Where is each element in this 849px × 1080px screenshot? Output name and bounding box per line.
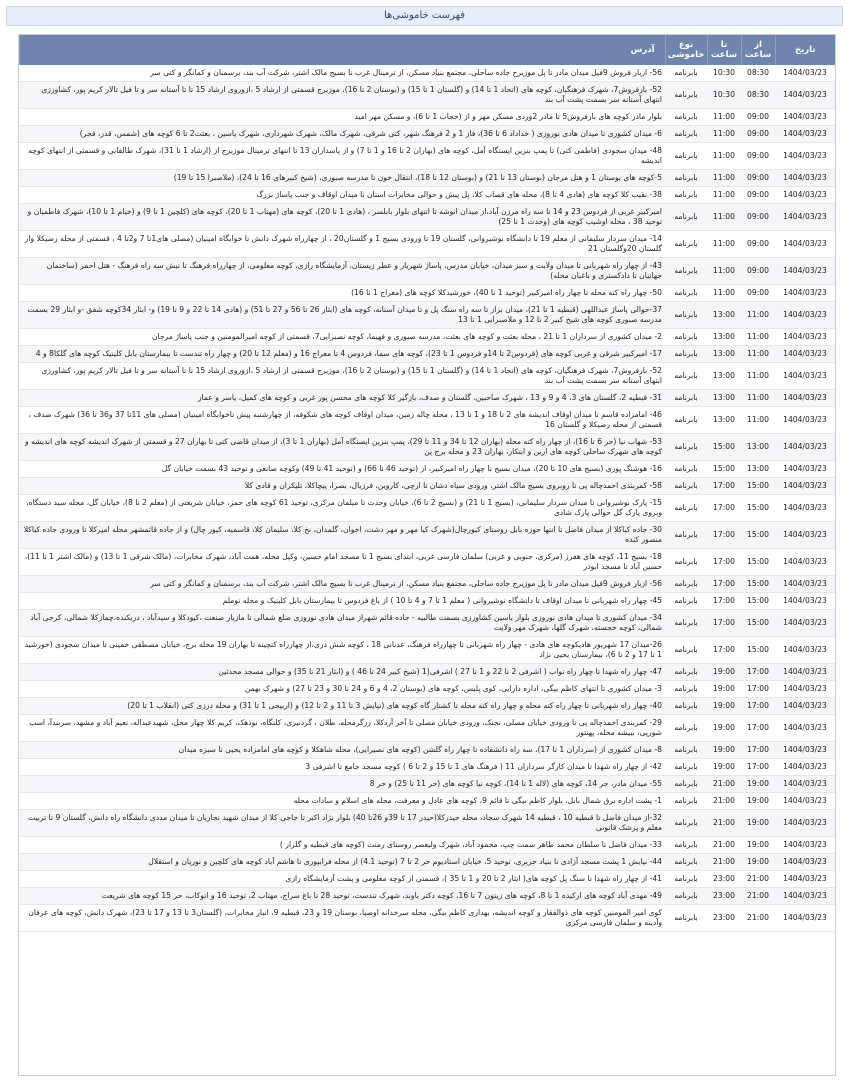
table-row bbox=[20, 871, 836, 888]
row-outage-type: بابرنامه bbox=[665, 593, 707, 610]
table-row bbox=[20, 329, 836, 346]
table-row bbox=[20, 495, 836, 522]
row-from-time: 17:00 bbox=[741, 681, 775, 698]
header-date[interactable]: تاریخ bbox=[775, 35, 835, 65]
row-from-time: 15:00 bbox=[741, 593, 775, 610]
row-address: 44- نیایش 1 پشت مسجد آزادی تا بنیاد حریری، توحید 5، خیابان استادیوم حر 2 تا 7 (توحید 4.1) از محله فرابیوری تا هاشم آباد کوچه های کلچین و نوریان و استقلال bbox=[20, 854, 666, 871]
row-date: 1404/03/23 bbox=[775, 854, 835, 871]
row-from-time: 17:00 bbox=[741, 742, 775, 759]
row-date: 1404/03/23 bbox=[775, 363, 835, 390]
row-from-time: 09:00 bbox=[741, 258, 775, 285]
row-from-time: 19:00 bbox=[741, 854, 775, 871]
row-to-time: 19:00 bbox=[707, 742, 741, 759]
table-row bbox=[20, 126, 836, 143]
header-address[interactable]: آدرس bbox=[20, 35, 666, 65]
row-address: 52- بارفروش7، شهرک فرهنگیان، کوچه های (اتحاد 1 تا 14) و (گلستان 1 تا 15) و (بوستان 2 تا 16)، موزیرج قسمتی از ارشاد 5 ،ازوروی ارشاد 15 تا تا آستانه سر و تا فیل تالار کریم پور، کشاورزی انتهای آستانه سر بسمت پشت آب بند bbox=[20, 363, 666, 390]
row-to-time: 17:00 bbox=[707, 593, 741, 610]
row-address: 53- شهاب نیا (حر 6 تا 16)، از چهار راه کته محله (بهاران 12 تا 34 و 11 تا 29)، پمپ بنزین ایستگاه آمل (بهاران 1 تا 3)، از میدان قاضی کتی تا بهاران 27 و قسمتی از شهرک اندیشه کوچه های اندیشه و کوچه های شهرک ساحلی کوچه های ارین و ابتکار، بهاران 23 و محله برج پن bbox=[20, 434, 666, 461]
table-row bbox=[20, 170, 836, 187]
table-row bbox=[20, 549, 836, 576]
row-address: 17- امیرکبیر شرقی و غربی کوچه های (فردوس2 تا 14و فردوس 1 تا 23)، کوچه های سما، فردوس 4 تا معراج 16 و (معلم 12 تا 20) و چهار راه تندست تا بیمارستان بابل کلینیک کوچه های گلکا8 و 4 bbox=[20, 346, 666, 363]
row-address: 56- ازبار فروش 9فیل میدان مادر تا پل موزیرج جاده ساحلی، مجتمع بنیاد مسکن، از ترمینال غرب تا بسیج مالک اشتر، شرکت آب بند، برسمنان و کمانگر و کتی سر bbox=[20, 65, 666, 82]
row-outage-type: بابرنامه bbox=[665, 204, 707, 231]
row-date: 1404/03/23 bbox=[775, 549, 835, 576]
row-outage-type: بابرنامه bbox=[665, 346, 707, 363]
row-date: 1404/03/23 bbox=[775, 776, 835, 793]
row-address: 15- پارک نوشیروانی تا میدان سردار سلیمانی، (بسیج 1 تا 21) و (بسیج 2 تا 6)، خیابان وحدت تا میلمان مرکزی، توحید 61 کوچه های حمز، خیابان شریعتی از (معلم 2 تا 8)، خیابان گل، محله سید دستگاه، وبروی پارک گل حوالی پارک شادی bbox=[20, 495, 666, 522]
row-to-time: 23:00 bbox=[707, 888, 741, 905]
row-date: 1404/03/23 bbox=[775, 109, 835, 126]
row-from-time: 21:00 bbox=[741, 888, 775, 905]
row-from-time: 15:00 bbox=[741, 610, 775, 637]
row-outage-type: بابرنامه bbox=[665, 258, 707, 285]
row-outage-type: بابرنامه bbox=[665, 407, 707, 434]
row-date: 1404/03/23 bbox=[775, 759, 835, 776]
row-outage-type: بابرنامه bbox=[665, 681, 707, 698]
table-row bbox=[20, 681, 836, 698]
row-date: 1404/03/23 bbox=[775, 576, 835, 593]
row-to-time: 11:00 bbox=[707, 109, 741, 126]
row-address: 8- میدان کشوری از (سرداران 1 تا 17)، سه راه دانشفاده تا چهار راه گلشن (کوچه های نصیرایی)، محله شاهکلا و کوچه های امامزاده یحیی تا سبزه میدان bbox=[20, 742, 666, 759]
row-address: 16- هوشنگ پوری (بسیج های 10 تا 20)، میدان بسیج تا چهار راه امیرکبیر، از (توحید 46 تا 66) و (توحید 41 تا 49) وکوچه صانعی و توحید 43 بسمت خیابان گل bbox=[20, 461, 666, 478]
row-to-time: 21:00 bbox=[707, 810, 741, 837]
row-address: 29- کمربندی احمدچاله پی تا ورودی خیابان مصلی، نجنک، ورودی خیابان مصلی تا آخر آردکلا، زرگرمحله، طلان ، گردنیری، کلنگاه، نوذهک، کریم کلا چهار محل، شهیدعبداله، نعیم آباد و مشهد، سربندآ، اسب شورپی، ببیشه محله، پهنتور bbox=[20, 715, 666, 742]
row-to-time: 13:00 bbox=[707, 363, 741, 390]
row-from-time: 13:00 bbox=[741, 434, 775, 461]
table-row bbox=[20, 664, 836, 681]
row-date: 1404/03/23 bbox=[775, 187, 835, 204]
row-date: 1404/03/23 bbox=[775, 126, 835, 143]
table-row bbox=[20, 837, 836, 854]
row-outage-type: بابرنامه bbox=[665, 776, 707, 793]
row-to-time: 21:00 bbox=[707, 837, 741, 854]
table-header-row bbox=[20, 35, 836, 65]
row-outage-type: بابرنامه bbox=[665, 461, 707, 478]
row-from-time: 11:00 bbox=[741, 390, 775, 407]
row-date: 1404/03/23 bbox=[775, 837, 835, 854]
row-to-time: 21:00 bbox=[707, 854, 741, 871]
row-from-time: 11:00 bbox=[741, 329, 775, 346]
row-from-time: 11:00 bbox=[741, 302, 775, 329]
row-from-time: 08:30 bbox=[741, 82, 775, 109]
row-date: 1404/03/23 bbox=[775, 302, 835, 329]
header-from-time[interactable]: از ساعت bbox=[741, 35, 775, 65]
row-date: 1404/03/23 bbox=[775, 495, 835, 522]
row-date: 1404/03/23 bbox=[775, 681, 835, 698]
row-from-time: 09:00 bbox=[741, 109, 775, 126]
row-outage-type: بابرنامه bbox=[665, 187, 707, 204]
row-outage-type: بابرنامه bbox=[665, 109, 707, 126]
row-outage-type: بابرنامه bbox=[665, 65, 707, 82]
row-to-time: 13:00 bbox=[707, 390, 741, 407]
row-outage-type: بابرنامه bbox=[665, 854, 707, 871]
row-address: 30- جاده کیاکلا از میدان فاضل تا انتها حوزه بابل روستای کیورچال(شهرک کیا مهر و مهر دشت، اخوان، گلمدان، نخ کلا، سلیمان کلا، قاسمیه، کیور چال) و از جاده قائمشهر محله امیرکلا تا ورودی جاده کیاکلا منصور کنده bbox=[20, 522, 666, 549]
row-date: 1404/03/23 bbox=[775, 905, 835, 932]
row-date: 1404/03/23 bbox=[775, 888, 835, 905]
row-from-time: 21:00 bbox=[741, 905, 775, 932]
table-row bbox=[20, 522, 836, 549]
row-from-time: 11:00 bbox=[741, 346, 775, 363]
row-outage-type: بابرنامه bbox=[665, 170, 707, 187]
row-date: 1404/03/23 bbox=[775, 231, 835, 258]
row-from-time: 17:00 bbox=[741, 759, 775, 776]
row-address: 32-از میدان فاضل تا قبطیه 10 ، قبطیه 14 شهرک سجاد، محله حیدرکلا(حیدر 17 تا 39و 26تا 40) بلوار نژاد اکبر تا حاجی کلا از میدان شهید نجاریان تا میدان مددی دانشگاه راه دانش، گلستان 9 تا تربیت معلم و پزشک قانونی bbox=[20, 810, 666, 837]
row-address: 48- میدان سجودی (فاطمی کتی) تا پمپ بنزین ایستگاه آمل، کوچه های (بهاران 2 تا 16 و 1 تا 7) و از پاسداران 13 تا انتهای ترمینال موزیرج از (ارشاد 1 تا 31)، شهرک طالقانی و قسمتی از انتهای کوچه اندیشه bbox=[20, 143, 666, 170]
table-row bbox=[20, 434, 836, 461]
row-outage-type: بابرنامه bbox=[665, 126, 707, 143]
row-to-time: 17:00 bbox=[707, 610, 741, 637]
table-row bbox=[20, 715, 836, 742]
row-date: 1404/03/23 bbox=[775, 285, 835, 302]
table-row bbox=[20, 302, 836, 329]
row-address: 58- کمربندی احمدچاله پی تا روبروی بسیج مالک اشتر، ورودی سیاه دشان تا ارچی، کاروین، فرزیال، بصرا، پیچاکلا، تلیکران و قادی کلا bbox=[20, 478, 666, 495]
row-outage-type: بابرنامه bbox=[665, 905, 707, 932]
row-address: 40- چهار راه شهربانی تا چهار راه کته محله و چهار راه کته محله تا کشتار گاه کوچه های (نیایش 3 تا 11 و 2 تا 12) و (اربیجی 1 تا 31) و محله درزی کتی (انقلاب 1 تا 20) bbox=[20, 698, 666, 715]
row-date: 1404/03/23 bbox=[775, 664, 835, 681]
row-from-time: 19:00 bbox=[741, 837, 775, 854]
row-outage-type: بابرنامه bbox=[665, 576, 707, 593]
table-row bbox=[20, 258, 836, 285]
table-row bbox=[20, 637, 836, 664]
row-from-time: 09:00 bbox=[741, 187, 775, 204]
row-outage-type: بابرنامه bbox=[665, 82, 707, 109]
row-from-time: 17:00 bbox=[741, 664, 775, 681]
row-date: 1404/03/23 bbox=[775, 346, 835, 363]
row-to-time: 10:30 bbox=[707, 82, 741, 109]
row-address: 2- میدان کشوری از سرداران 1 تا 21 ، محله بعثت و کوچه های بعثت، مدرسه صبوری و فهیما، کوچه نصیرایی7، قسمتی از کوچه امیرالمومنین و جنب پاساژ مرجان bbox=[20, 329, 666, 346]
row-address: 1- پشت اداره برق شمال بابل، بلوار کاظم بیگی تا قائم 9، کوچه های عادل و معرفت، محله های اسلام و سادات محله bbox=[20, 793, 666, 810]
row-address: 46- امامزاده قاسم تا میدان اوقاف اندیشه های 2 تا 18 و 1 تا 13 ، محله چاله زمین، میدان اوقاف کوچه های شکوفه، از چهارشنبه پیش تاخوابگاه امینیان (مصلی های 11تا 37 و36 تا 36) شهرک صدف ، قسمتی از محله رضیکلا و گلستان 16 bbox=[20, 407, 666, 434]
row-date: 1404/03/23 bbox=[775, 698, 835, 715]
row-to-time: 19:00 bbox=[707, 715, 741, 742]
row-to-time: 15:00 bbox=[707, 461, 741, 478]
row-outage-type: بابرنامه bbox=[665, 231, 707, 258]
row-from-time: 17:00 bbox=[741, 698, 775, 715]
row-from-time: 09:00 bbox=[741, 126, 775, 143]
row-outage-type: بابرنامه bbox=[665, 390, 707, 407]
row-from-time: 17:00 bbox=[741, 715, 775, 742]
row-address: 6- میدان کشوری تا میدان هادی نوروزی ( خداداد 6 تا 36)، فاز 1 و 2 فرهنگ شهر، کتی شرقی، شهرک مالک، شهرک شهرداری، شهرک یاسین ، بعثت2 تا 6 کوچه های (شمس، قدر، فجر) bbox=[20, 126, 666, 143]
row-address: امیرکبیر غربی از فردوس 23 و 14 تا سه راه مرزن آباد،از میدان انوشه تا انتهای بلوار بابلسر ، (هادی 1 تا 20)، کوچه های (مهتاب 1 تا 20)، کوچه های (کلچین 1 تا 9) و (خیام 1 تا 10)، شهرک فاطمیان و توحید 38 ، محله اوشیب کوچه های (وحدت 1 تا 25) bbox=[20, 204, 666, 231]
row-from-time: 21:00 bbox=[741, 871, 775, 888]
row-to-time: 19:00 bbox=[707, 698, 741, 715]
row-to-time: 21:00 bbox=[707, 776, 741, 793]
row-to-time: 17:00 bbox=[707, 576, 741, 593]
table-row bbox=[20, 610, 836, 637]
row-outage-type: بابرنامه bbox=[665, 715, 707, 742]
row-outage-type: بابرنامه bbox=[665, 302, 707, 329]
row-to-time: 17:00 bbox=[707, 549, 741, 576]
row-outage-type: بابرنامه bbox=[665, 810, 707, 837]
table-row bbox=[20, 810, 836, 837]
row-from-time: 19:00 bbox=[741, 810, 775, 837]
row-address: 38- نقیب کلا کوچه های (هادی 4 تا 8)، محله های قصاب کلا، پل پیش و حوالی مخابرات استان تا میدان اوقاف و جنب پاساژ بزرگ bbox=[20, 187, 666, 204]
row-to-time: 13:00 bbox=[707, 346, 741, 363]
row-address: 26-میدان 17 شهریور هادیکوچه های هادی - چهار راه شهربانی تا چهارراه فرهنگ، عدنانی 18 ، کوچه شش دری،از چهارراه کتچینه تا بهاران 19 محله برج، خیابان مصطفی خمینی تا میدان سجودی (خورشید 1 تا 17 و 2 تا 6)، بیمارستان یحیی نژاد bbox=[20, 637, 666, 664]
table-row bbox=[20, 65, 836, 82]
row-date: 1404/03/23 bbox=[775, 143, 835, 170]
row-outage-type: بابرنامه bbox=[665, 793, 707, 810]
row-date: 1404/03/23 bbox=[775, 258, 835, 285]
row-date: 1404/03/23 bbox=[775, 65, 835, 82]
row-address: 33- میدان فاضل تا سلطان محمد طاهر سمت چپ، محمود آباد، شهرک ولیعصر روستای رمنت (کوچه های قبطیه و گلزار ) bbox=[20, 837, 666, 854]
row-from-time: 11:00 bbox=[741, 407, 775, 434]
table-row bbox=[20, 231, 836, 258]
row-address: 18- بسیج 11، کوچه های هفرز (مرکزی، جنوبی و غربی) سلمان فارسی غربی، ابتدای بسیج 1 تا مسجد امام حسین، وکیل محله، همت آباد، شهرک مخابرات، (مالک شرقی 1 تا 13) و (مالک اشتر 1 تا 11)، حسین آباد تا مسجد ابوذر bbox=[20, 549, 666, 576]
row-address: 43- از چهار راه شهربانی تا میدان ولایت و سبز میدان، خیابان مدرس، پاساژ شهریار و عطر زیستان، آزمایشگاه رازی، کوچه معلومی، از چهارراه فرهنگ تا نبش سه راه فرهنگ - هتل احمر (ساختمان جهانیان تا دادکستری و باغبان محله) bbox=[20, 258, 666, 285]
row-address: 52- بارفروش7، شهرک فرهنگیان، کوچه های (اتحاد 1 تا 14) و (گلستان 1 تا 15) و (بوستان 2 تا 16)، موزیرج قسمتی از ارشاد 5 ،ازوروی ارشاد 15 تا تا آستانه سر و تا فیل تالار کریم پور، کشاورزی انتهای آستانه سر بسمت پشت آب بند bbox=[20, 82, 666, 109]
row-address: 55- میدان مادر، حر 14، کوچه های (لاله 1 تا 14)، کوچه نیا کوچه های (حر 11 تا 25) و حر 8 bbox=[20, 776, 666, 793]
row-outage-type: بابرنامه bbox=[665, 888, 707, 905]
row-address: 37-حوالی پاساژ عبداللهی (قبطیه 1 تا 21)، میدان بزاز تا سه راه سنگ پل و تا میدان آستانه، کوچه های (ابثار 26 تا 56 و 27 تا 51) و (هادی 14 تا 22 و 9 تا 19) و- ابثار 34کوچه شفق -و ابثار 29 بسمت مدرسه صبوری کوچه های شیخ کبیر 2 تا 12 و ملاصبرایی 1 تا 13 bbox=[20, 302, 666, 329]
row-to-time: 11:00 bbox=[707, 231, 741, 258]
table-row bbox=[20, 793, 836, 810]
table-row bbox=[20, 742, 836, 759]
row-date: 1404/03/23 bbox=[775, 742, 835, 759]
outage-table bbox=[19, 35, 835, 932]
row-from-time: 13:00 bbox=[741, 461, 775, 478]
table-row bbox=[20, 776, 836, 793]
row-address: 50- چهار راه کته محله تا چهار راه امیرکبیر (توحید 1 تا 40)، خورشیدکلا کوچه های (معراج 1 تا 16) bbox=[20, 285, 666, 302]
table-row bbox=[20, 143, 836, 170]
table-row bbox=[20, 285, 836, 302]
row-from-time: 15:00 bbox=[741, 478, 775, 495]
table-row bbox=[20, 407, 836, 434]
row-from-time: 19:00 bbox=[741, 776, 775, 793]
row-to-time: 11:00 bbox=[707, 258, 741, 285]
row-date: 1404/03/23 bbox=[775, 434, 835, 461]
row-outage-type: بابرنامه bbox=[665, 759, 707, 776]
row-outage-type: بابرنامه bbox=[665, 329, 707, 346]
table-row bbox=[20, 888, 836, 905]
row-from-time: 15:00 bbox=[741, 495, 775, 522]
row-outage-type: بابرنامه bbox=[665, 478, 707, 495]
row-date: 1404/03/23 bbox=[775, 461, 835, 478]
row-outage-type: بابرنامه bbox=[665, 363, 707, 390]
table-row bbox=[20, 109, 836, 126]
row-outage-type: بابرنامه bbox=[665, 742, 707, 759]
row-outage-type: بابرنامه bbox=[665, 837, 707, 854]
row-to-time: 11:00 bbox=[707, 204, 741, 231]
table-row bbox=[20, 576, 836, 593]
row-from-time: 19:00 bbox=[741, 793, 775, 810]
row-outage-type: بابرنامه bbox=[665, 434, 707, 461]
row-to-time: 15:00 bbox=[707, 434, 741, 461]
row-address: 41- از چهار راه شهدا تا سنگ پل کوچه های( ابثار 2 تا 20 و 1 تا 35 )، قسمتی از کوچه معلومی و پشت آزمایشگاه رازی bbox=[20, 871, 666, 888]
table-row bbox=[20, 759, 836, 776]
row-date: 1404/03/23 bbox=[775, 715, 835, 742]
row-date: 1404/03/23 bbox=[775, 407, 835, 434]
table-row bbox=[20, 390, 836, 407]
row-to-time: 11:00 bbox=[707, 126, 741, 143]
row-to-time: 13:00 bbox=[707, 407, 741, 434]
table-row bbox=[20, 346, 836, 363]
row-outage-type: بابرنامه bbox=[665, 549, 707, 576]
row-to-time: 13:00 bbox=[707, 329, 741, 346]
row-to-time: 11:00 bbox=[707, 285, 741, 302]
row-outage-type: بابرنامه bbox=[665, 495, 707, 522]
page-title: فهرست خاموشی‌ها bbox=[6, 6, 843, 26]
row-address: 45- چهار راه شهربانی تا میدان اوقاف تا دانشگاه نوشیروانی ( معلم 1 تا 7 و 4 تا 10 ) از باغ فردوس تا بیمارستان بابل کلینیک و محله نوملم bbox=[20, 593, 666, 610]
row-to-time: 11:00 bbox=[707, 170, 741, 187]
row-to-time: 19:00 bbox=[707, 664, 741, 681]
table-row bbox=[20, 461, 836, 478]
row-address: 31- قبطیه 2، گلستان های 3، 4 و 9 و 13 ، شهرک صاحبین، گلستان و صدف، بازگیر کلا کوچه های محسن پور غربی و کوچه های کمیل، یاسر و عمار bbox=[20, 390, 666, 407]
row-to-time: 23:00 bbox=[707, 905, 741, 932]
table-row bbox=[20, 905, 836, 932]
row-address: 47- چهار راه شهدا تا چهار راه نواب ( اشرفی 2 تا 22 و 1 تا 27 ) اشرفی(1 (شیخ کبیر 24 تا 46 ) و (ابثار 21 تا 35) و حوالی مسجد محدثین bbox=[20, 664, 666, 681]
row-from-time: 08:30 bbox=[741, 65, 775, 82]
row-address: 5-کوچه های بوستان 1 و هتل مرجان (بوستان 13 تا 21) و (بوستان 12 تا 18)، انتقال خون تا مدرسه صبوری، (شیخ کبیرهای 16 تا 24)، (ملاصبرا 15 تا 19) bbox=[20, 170, 666, 187]
row-date: 1404/03/23 bbox=[775, 82, 835, 109]
row-to-time: 13:00 bbox=[707, 302, 741, 329]
outage-table-panel bbox=[18, 34, 836, 1076]
row-outage-type: بابرنامه bbox=[665, 522, 707, 549]
row-to-time: 21:00 bbox=[707, 793, 741, 810]
row-to-time: 19:00 bbox=[707, 681, 741, 698]
row-address: کوی امیر المومنین کوچه های ذوالفقار و کوچه اندیشه، بهداری کاظم بیگی، محله سرخدانه اوصیا، بوستان 19 و 23، قبطیه 9، انبار مخابرات، (گلستان3 تا 13 و 17 تا 23)، شهرک دانش، کوچه های عرفان وآدینه و سلمان فارسی مرکزی bbox=[20, 905, 666, 932]
row-date: 1404/03/23 bbox=[775, 593, 835, 610]
header-outage-type[interactable]: نوع خاموشی bbox=[665, 35, 707, 65]
header-to-time[interactable]: تا ساعت bbox=[707, 35, 741, 65]
row-to-time: 10:30 bbox=[707, 65, 741, 82]
row-outage-type: بابرنامه bbox=[665, 698, 707, 715]
table-row bbox=[20, 363, 836, 390]
row-from-time: 15:00 bbox=[741, 549, 775, 576]
row-address: 49- مهدی آباد کوچه های ارکیده 1 تا 8، کوچه های زیتون 7 تا 16، کوچه دکتر باوند، شهرک تندست، توحید 28 تا باغ سراج، مهتاب 2، توحید 16 و اتوکاب، حر 15 کوچه های شریعت bbox=[20, 888, 666, 905]
row-outage-type: بابرنامه bbox=[665, 143, 707, 170]
row-outage-type: بابرنامه bbox=[665, 664, 707, 681]
table-row bbox=[20, 593, 836, 610]
row-date: 1404/03/23 bbox=[775, 522, 835, 549]
row-date: 1404/03/23 bbox=[775, 637, 835, 664]
row-outage-type: بابرنامه bbox=[665, 285, 707, 302]
row-address: 3- میدان کشوری تا انتهای کاظم بیگی، اداره دارایی، کوی پلیس، کوچه های (بوستان 2، 4 و 6 و 24 تا 30 و 23 تا 27) و شهرک بهمن bbox=[20, 681, 666, 698]
row-outage-type: بابرنامه bbox=[665, 637, 707, 664]
row-date: 1404/03/23 bbox=[775, 793, 835, 810]
row-from-time: 15:00 bbox=[741, 637, 775, 664]
row-from-time: 15:00 bbox=[741, 576, 775, 593]
row-from-time: 15:00 bbox=[741, 522, 775, 549]
row-outage-type: بابرنامه bbox=[665, 610, 707, 637]
row-to-time: 11:00 bbox=[707, 187, 741, 204]
row-date: 1404/03/23 bbox=[775, 478, 835, 495]
row-outage-type: بابرنامه bbox=[665, 871, 707, 888]
row-address: 42- از چهار راه شهدا تا میدان کارگر سرداران 11 ( فرهنگ های 1 تا 15 و 2 تا 6 ) کوچه مسجد جامع تا اشرفی 3 bbox=[20, 759, 666, 776]
row-address: 14- میدان سردار سلیمانی از معلم 19 تا دانشگاه نوشیروانی، گلستان 19 تا ورودی بسیج 1 و گلستان20 ، از چهارراه شهرک دانش تا خوابگاه امینیان (مصلی های1تا 7 و2تا 4 ، قسمتی از محله رضیکلا وار گلستان 20وگلستان 21 bbox=[20, 231, 666, 258]
row-from-time: 09:00 bbox=[741, 170, 775, 187]
row-from-time: 09:00 bbox=[741, 231, 775, 258]
row-from-time: 09:00 bbox=[741, 143, 775, 170]
row-to-time: 19:00 bbox=[707, 759, 741, 776]
table-row bbox=[20, 204, 836, 231]
row-from-time: 09:00 bbox=[741, 204, 775, 231]
row-address: 56- ازبار فروش 9فیل میدان مادر تا پل موزیرج جاده ساحلی، مجتمع بنیاد مسکن، از ترمینال غرب تا بسیج مالک اشتر، شرکت آب بند، برسمنان و کمانگر و کتی سر bbox=[20, 576, 666, 593]
row-from-time: 11:00 bbox=[741, 363, 775, 390]
table-row bbox=[20, 698, 836, 715]
row-date: 1404/03/23 bbox=[775, 390, 835, 407]
row-to-time: 11:00 bbox=[707, 143, 741, 170]
table-body bbox=[20, 65, 836, 932]
row-to-time: 17:00 bbox=[707, 637, 741, 664]
table-row bbox=[20, 478, 836, 495]
row-to-time: 23:00 bbox=[707, 871, 741, 888]
row-date: 1404/03/23 bbox=[775, 871, 835, 888]
table-row bbox=[20, 187, 836, 204]
row-to-time: 17:00 bbox=[707, 495, 741, 522]
row-to-time: 17:00 bbox=[707, 522, 741, 549]
row-date: 1404/03/23 bbox=[775, 810, 835, 837]
row-address: 34- میدان کشوری تا میدان هادی نوروزی بلوار یاسین کشاورزی بسمت طالبیه - جاده قائم شهراز میدان هادی نوروزی ضلع شمالی تا مازیار صنعت ،کیودکلا و سیدآباد ، دریکنده،چمازکلا شمالی، کرجی آباد شمالی، کوچه خجسته، شهرک گلها، شهرک مهر ولایت bbox=[20, 610, 666, 637]
row-to-time: 17:00 bbox=[707, 478, 741, 495]
table-row bbox=[20, 854, 836, 871]
row-date: 1404/03/23 bbox=[775, 610, 835, 637]
row-address: بلوار مادر کوچه های بارفروش5 تا مادر 2وردی مسکن مهر و از (حجاب 1 تا 6)، و مسکن مهر امید bbox=[20, 109, 666, 126]
row-date: 1404/03/23 bbox=[775, 329, 835, 346]
row-date: 1404/03/23 bbox=[775, 170, 835, 187]
row-date: 1404/03/23 bbox=[775, 204, 835, 231]
row-from-time: 09:00 bbox=[741, 285, 775, 302]
table-row bbox=[20, 82, 836, 109]
